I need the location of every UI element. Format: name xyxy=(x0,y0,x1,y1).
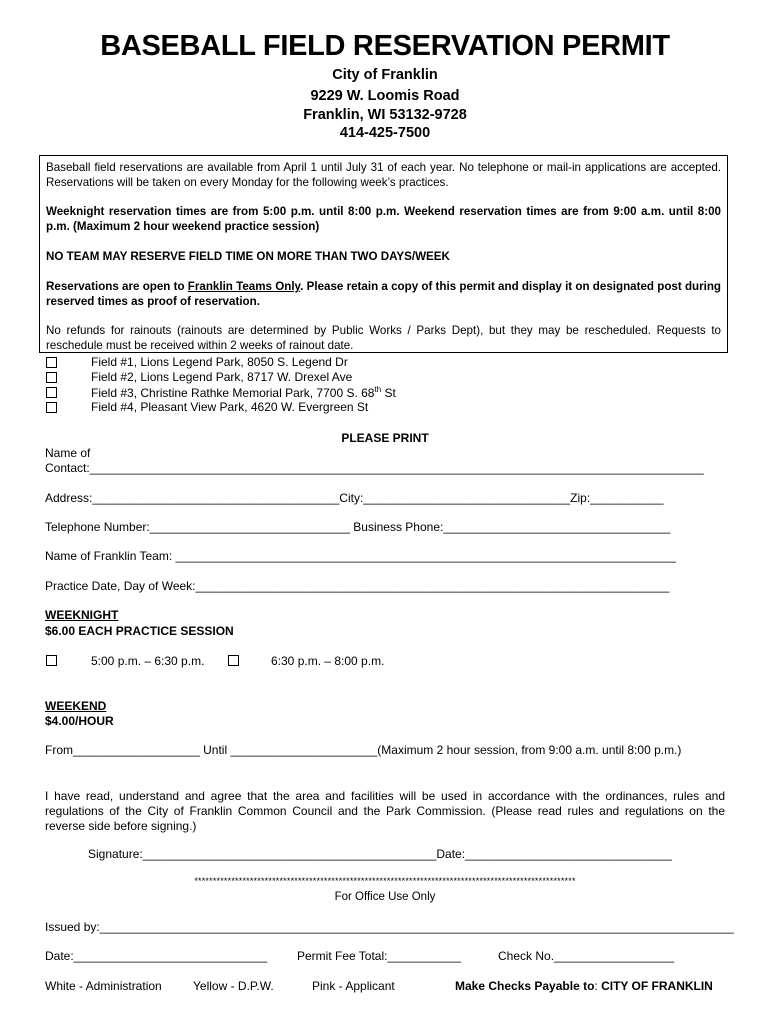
weeknight-price: $6.00 EACH PRACTICE SESSION xyxy=(45,624,234,638)
permit-fee-field[interactable]: Permit Fee Total:___________ xyxy=(297,949,461,963)
weeknight-heading: WEEKNIGHT xyxy=(45,608,119,622)
weeknight-slot-1-checkbox[interactable] xyxy=(46,655,57,666)
divider-stars: ******************************************************************************************************* xyxy=(194,876,576,886)
address-city-zip-fields[interactable]: Address:_____________________________________City:_______________________________Zip:___________ xyxy=(45,491,664,505)
phone-number: 414-425-7500 xyxy=(339,125,431,141)
signature-date-fields[interactable]: Signature:____________________________________________Date:_______________________________ xyxy=(88,847,672,861)
please-print-heading: PLEASE PRINT xyxy=(341,431,429,445)
weekend-time-fields[interactable]: From___________________ Until ______________________(Maximum 2 hour session, from 9:00 a.m. until 8:00 p.m.) xyxy=(45,743,682,757)
agreement-text: I have read, understand and agree that the area and facilities will be used in accordance with the ordinances, rules and regulations of the City of Franklin Common Council and the Park Commission. (Please read rules and regulations on the reverse side before signing.) xyxy=(45,789,725,833)
franklin-teams-only: Franklin Teams Only xyxy=(187,280,301,293)
franklin-team-field[interactable]: Name of Franklin Team: ___________________________________________________________________________ xyxy=(45,549,677,563)
refund-policy-text: No refunds for rainouts (rainouts are determined by Public Works / Parks Dept), but they may be rescheduled. Requests to reschedule must be received within 2 weeks of rainout date. xyxy=(46,324,721,352)
office-use-label: For Office Use Only xyxy=(334,891,436,903)
weeknight-slot-2-label: 6:30 p.m. – 8:00 p.m. xyxy=(271,654,385,668)
field-4-checkbox[interactable] xyxy=(46,402,57,413)
contact-name-field[interactable]: Contact:____________________________________________________________________________________________ xyxy=(45,461,704,475)
field-2-label: Field #2, Lions Legend Park, 8717 W. Drexel Ave xyxy=(91,370,353,384)
copy-white: White - Administration xyxy=(45,979,162,993)
field-1-label: Field #1, Lions Legend Park, 8050 S. Legend Dr xyxy=(91,355,348,369)
practice-date-field[interactable]: Practice Date, Day of Week:_______________________________________________________________________ xyxy=(45,579,670,593)
two-days-rule: NO TEAM MAY RESERVE FIELD TIME ON MORE THAN TWO DAYS/WEEK xyxy=(46,250,450,263)
copy-yellow: Yellow - D.P.W. xyxy=(193,979,274,993)
city-state-zip: Franklin, WI 53132-9728 xyxy=(303,107,467,123)
weekend-price: $4.00/HOUR xyxy=(45,714,114,728)
weeknight-slot-1-label: 5:00 p.m. – 6:30 p.m. xyxy=(91,654,205,668)
issued-by-field[interactable]: Issued by:_______________________________________________________________________________________________ xyxy=(45,920,734,934)
office-date-field[interactable]: Date:_____________________________ xyxy=(45,949,268,963)
copy-pink: Pink - Applicant xyxy=(312,979,395,993)
telephone-fields[interactable]: Telephone Number:______________________________ Business Phone:__________________________________ xyxy=(45,520,671,534)
checks-payable: Make Checks Payable to: CITY OF FRANKLIN xyxy=(455,979,713,993)
reservation-times-text: Weeknight reservation times are from 5:00 p.m. until 8:00 p.m. Weekend reservation times are from 9:00 a.m. until 8:00 p.m. (Maximum 2 hour weekend practice session) xyxy=(46,205,721,233)
field-3-label: Field #3, Christine Rathke Memorial Park, 7700 S. 68th St xyxy=(91,385,396,400)
name-of-contact-label: Name of xyxy=(45,446,91,460)
weeknight-slot-2-checkbox[interactable] xyxy=(228,655,239,666)
check-number-field[interactable]: Check No.__________________ xyxy=(498,949,675,963)
weekend-heading: WEEKEND xyxy=(45,699,107,713)
page-title: BASEBALL FIELD RESERVATION PERMIT xyxy=(100,30,670,62)
info-box xyxy=(39,155,728,353)
street-address: 9229 W. Loomis Road xyxy=(310,88,460,104)
availability-text: Baseball field reservations are available from April 1 until July 31 of each year. No telephone or mail-in applications are accepted. Reservations will be taken on every Monday for the following week’s practices. xyxy=(46,161,721,189)
field-3-checkbox[interactable] xyxy=(46,387,57,398)
franklin-teams-text: Reservations are open to Franklin Teams Only. Please retain a copy of this permit and display it on designated post during reserved times as proof of reservation. xyxy=(46,280,722,308)
field-4-label: Field #4, Pleasant View Park, 4620 W. Evergreen St xyxy=(91,400,369,414)
field-2-checkbox[interactable] xyxy=(46,372,57,383)
city-name: City of Franklin xyxy=(332,67,438,83)
field-1-checkbox[interactable] xyxy=(46,357,57,368)
